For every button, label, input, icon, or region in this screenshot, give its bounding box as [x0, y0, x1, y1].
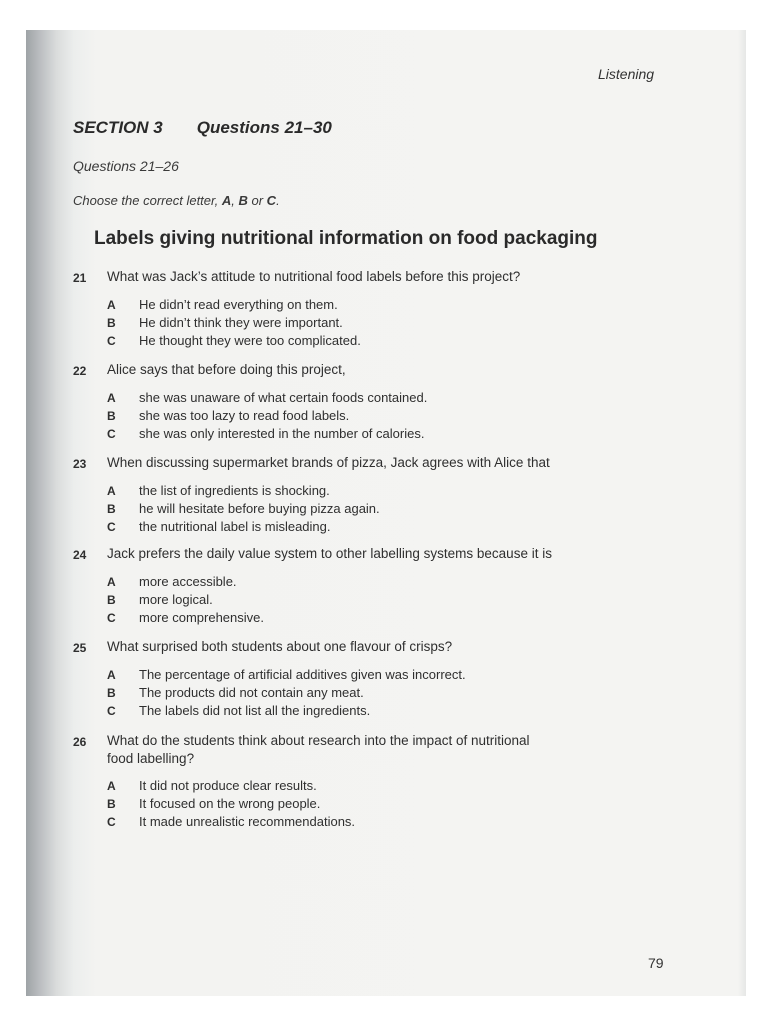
running-head: Listening — [598, 66, 655, 82]
option-letter: C — [107, 334, 116, 348]
option-letter: C — [107, 611, 116, 625]
option-text: more accessible. — [139, 574, 237, 589]
option-letter: C — [107, 520, 116, 534]
question-number: 26 — [73, 735, 87, 749]
question-number: 25 — [73, 641, 87, 655]
option-letter: B — [107, 409, 116, 423]
option-text: He thought they were too complicated. — [139, 333, 361, 348]
question-number: 23 — [73, 457, 87, 471]
instruction — [73, 193, 280, 208]
option-b — [107, 591, 693, 609]
option-letter: A — [107, 298, 116, 312]
option-text: It did not produce clear results. — [139, 778, 317, 793]
option-letter: B — [107, 593, 116, 607]
question-25 — [73, 638, 693, 720]
option-letter: A — [107, 391, 116, 405]
option-c — [107, 813, 693, 831]
instruction-or: or — [247, 193, 267, 208]
question-24 — [73, 545, 693, 627]
question-text-line1: What do the students think about research into the impact of nutritional — [107, 733, 530, 748]
option-letter: C — [107, 815, 116, 829]
option-text: It focused on the wrong people. — [139, 796, 321, 811]
option-list — [107, 573, 693, 627]
instruction-sep: , — [231, 193, 239, 208]
question-text: What was Jack’s attitude to nutritional food labels before this project? — [107, 269, 521, 284]
page-title: Labels giving nutritional information on food packaging — [94, 228, 598, 249]
option-b — [107, 314, 693, 332]
letter-c: C — [266, 193, 277, 208]
option-a — [107, 777, 693, 795]
option-text: The products did not contain any meat. — [139, 685, 364, 700]
page-number: 79 — [648, 955, 664, 971]
option-letter: B — [107, 797, 116, 811]
question-number: 24 — [73, 548, 87, 562]
option-list — [107, 777, 693, 831]
option-c — [107, 518, 693, 536]
option-a — [107, 482, 693, 500]
question-23 — [73, 454, 693, 536]
question-text: When discussing supermarket brands of pizza, Jack agrees with Alice that — [107, 455, 550, 470]
option-letter: B — [107, 502, 116, 516]
question-text: Jack prefers the daily value system to other labelling systems because it is — [107, 546, 552, 561]
option-text: she was only interested in the number of calories. — [139, 426, 425, 441]
option-b — [107, 684, 693, 702]
option-c — [107, 332, 693, 350]
option-letter: A — [107, 668, 116, 682]
option-list — [107, 296, 693, 350]
option-c — [107, 425, 693, 443]
option-c — [107, 609, 693, 627]
option-text: The percentage of artificial additives given was incorrect. — [139, 667, 466, 682]
option-text: he will hesitate before buying pizza again. — [139, 501, 380, 516]
instruction-text: Choose the correct letter, — [73, 193, 222, 208]
option-text: He didn’t think they were important. — [139, 315, 343, 330]
section-label: SECTION 3 — [73, 118, 163, 137]
option-a — [107, 573, 693, 591]
option-a — [107, 389, 693, 407]
option-text: she was too lazy to read food labels. — [139, 408, 350, 423]
option-letter: A — [107, 779, 116, 793]
option-letter: A — [107, 575, 116, 589]
question-text: What surprised both students about one flavour of crisps? — [107, 639, 453, 654]
question-26 — [73, 732, 693, 831]
question-number: 22 — [73, 364, 87, 378]
option-text: the list of ingredients is shocking. — [139, 483, 330, 498]
scanned-page — [26, 30, 746, 996]
question-text: Alice says that before doing this project, — [107, 362, 346, 377]
option-letter: C — [107, 427, 116, 441]
option-text: It made unrealistic recommendations. — [139, 814, 356, 829]
option-a — [107, 666, 693, 684]
option-list — [107, 666, 693, 720]
option-list — [107, 482, 693, 536]
option-letter: B — [107, 686, 116, 700]
option-letter: B — [107, 316, 116, 330]
option-text: more comprehensive. — [139, 610, 264, 625]
option-b — [107, 500, 693, 518]
option-list — [107, 389, 693, 443]
question-text-line2: food labelling? — [107, 751, 195, 766]
option-text: she was unaware of what certain foods contained. — [139, 390, 428, 405]
option-text: The labels did not list all the ingredients. — [139, 703, 371, 718]
question-number: 21 — [73, 271, 87, 285]
option-text: the nutritional label is misleading. — [139, 519, 331, 534]
section-heading — [73, 118, 332, 138]
option-letter: C — [107, 704, 116, 718]
option-letter: A — [107, 484, 116, 498]
question-21 — [73, 268, 693, 350]
instruction-end: . — [276, 193, 280, 208]
question-range: Questions 21–26 — [73, 158, 179, 174]
letter-a: A — [221, 193, 232, 208]
option-b — [107, 407, 693, 425]
option-c — [107, 702, 693, 720]
letter-b: B — [238, 193, 248, 208]
page-edge — [738, 30, 746, 996]
question-22 — [73, 361, 693, 443]
option-text: He didn’t read everything on them. — [139, 297, 338, 312]
question-text — [107, 732, 693, 768]
option-a — [107, 296, 693, 314]
section-questions: Questions 21–30 — [196, 118, 332, 137]
option-text: more logical. — [139, 592, 213, 607]
option-b — [107, 795, 693, 813]
